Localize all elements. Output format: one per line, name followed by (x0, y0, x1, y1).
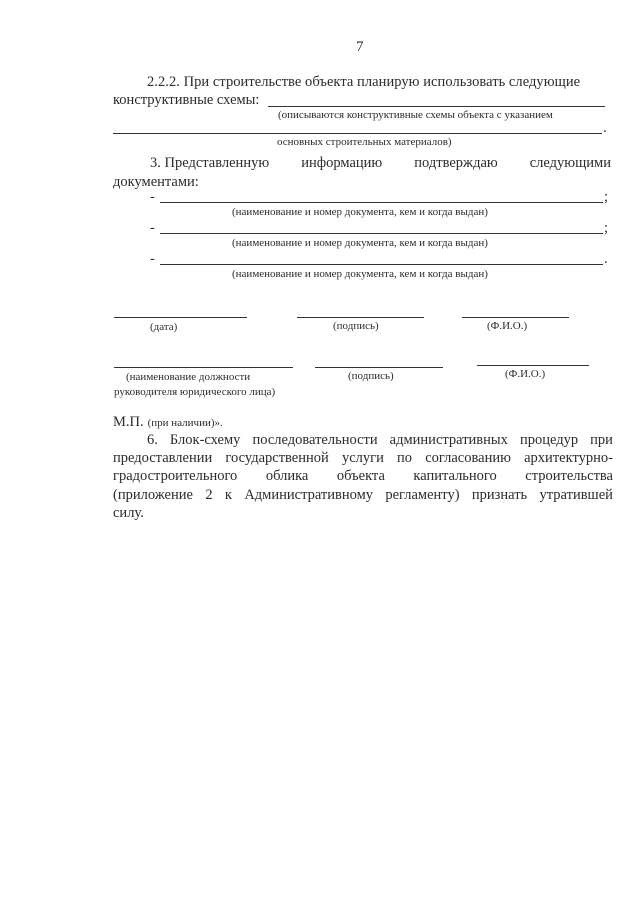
section-6-word: (приложение (113, 487, 193, 503)
fio-caption-2: (Ф.И.О.) (505, 368, 546, 380)
section-6-word: предоставлении (113, 450, 213, 466)
document-row-2-end: ; (604, 220, 609, 236)
signature-field-2[interactable] (315, 367, 443, 368)
section-3-word: следующими (529, 155, 611, 171)
section-6-word: облика (265, 468, 309, 484)
stamp-note: (при наличии)». (147, 417, 223, 429)
page-number: 7 (356, 39, 364, 55)
field-end-dot: . (603, 120, 607, 136)
constructive-schemes-field-2[interactable] (113, 133, 602, 134)
signature-field[interactable] (297, 317, 424, 318)
section-6-word: к (224, 487, 232, 503)
section-6-word: при (590, 432, 613, 448)
section-6-word: услуги (341, 450, 384, 466)
document-row-1-end: ; (604, 189, 609, 205)
section-6-word: объекта (336, 468, 385, 484)
section-6-word: Блок-схему (169, 432, 241, 448)
section-6-word: градостроительного (113, 468, 238, 484)
stamp-mp: М.П. (113, 414, 144, 430)
position-field[interactable] (114, 367, 293, 368)
section-6-word: утратившей (539, 487, 613, 503)
document-caption-1: (наименование и номер документа, кем и когда выдан) (232, 206, 488, 218)
section-6-word: последовательности (252, 432, 378, 448)
section-3-word: подтверждаю (414, 155, 498, 171)
section-222-line1: 2.2.2. При строительстве объекта планирую использовать следующие (147, 74, 581, 90)
section-3-line1 (150, 156, 611, 171)
section-3-line2: документами: (113, 174, 199, 190)
position-caption-line1: (наименование должности (126, 371, 251, 383)
document-row-1-dash: - (150, 189, 155, 205)
section-6-word: признать (471, 487, 528, 503)
document-caption-3: (наименование и номер документа, кем и когда выдан) (232, 268, 488, 280)
document-field-3[interactable] (160, 264, 603, 265)
document-field-2[interactable] (160, 233, 603, 234)
section-6-line5: силу. (113, 505, 144, 521)
section-6-line1 (147, 433, 613, 448)
document-row-2-dash: - (150, 220, 155, 236)
constructive-schemes-caption: (описываются конструктивные схемы объекта с указанием (278, 109, 553, 121)
section-6-word: согласованию (425, 450, 511, 466)
fio-field-2[interactable] (477, 365, 589, 366)
section-6-word: 2 (205, 487, 213, 503)
fio-caption: (Ф.И.О.) (487, 320, 528, 332)
section-6-line4 (113, 488, 613, 503)
section-6-word: процедур (519, 432, 579, 448)
document-row-3-end: . (604, 251, 608, 267)
stamp-line (113, 414, 223, 430)
date-caption: (дата) (150, 321, 178, 333)
constructive-schemes-field[interactable] (268, 106, 605, 107)
section-6-word: архитектурно- (524, 450, 613, 466)
section-6-word: 6. (147, 432, 158, 448)
section-6-word: административных (389, 432, 508, 448)
section-6-word: регламенту) (385, 487, 460, 503)
fio-field[interactable] (462, 317, 569, 318)
section-3-word: информацию (301, 155, 383, 171)
materials-caption: основных строительных материалов) (277, 136, 452, 148)
section-6-word: государственной (225, 450, 329, 466)
section-6-line2 (113, 451, 613, 466)
signature-caption: (подпись) (333, 320, 379, 332)
section-6-word: по (397, 450, 413, 466)
section-6-word: строительства (525, 468, 613, 484)
section-3-word: 3. Представленную (150, 155, 270, 171)
section-6-word: Административному (244, 487, 373, 503)
document-caption-2: (наименование и номер документа, кем и когда выдан) (232, 237, 488, 249)
document-field-1[interactable] (160, 202, 603, 203)
section-6-line3 (113, 469, 613, 484)
section-6-word: капитального (413, 468, 497, 484)
position-caption-line2: руководителя юридического лица) (114, 386, 276, 398)
signature-caption-2: (подпись) (348, 370, 394, 382)
date-field[interactable] (114, 317, 247, 318)
section-222-line2-label: конструктивные схемы: (113, 92, 260, 108)
document-row-3-dash: - (150, 251, 155, 267)
